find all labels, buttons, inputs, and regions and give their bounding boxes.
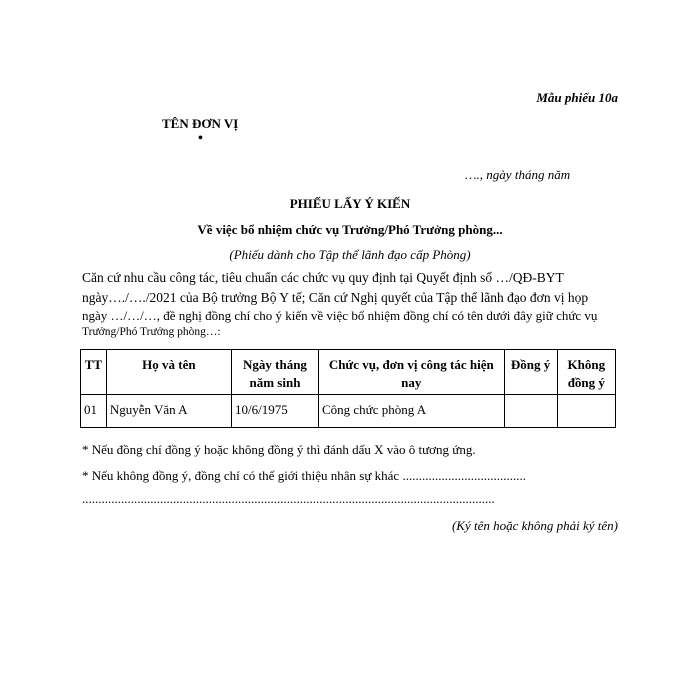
paragraph-line-1: Căn cứ nhu cầu công tác, tiêu chuẩn các chức vụ quy định tại Quyết định số …/QĐ-BYT [82, 270, 564, 285]
unit-bullet: • [198, 131, 203, 146]
cell-name: Nguyễn Văn A [106, 395, 231, 428]
fill-in-line: ............................................................................................................................... [82, 491, 495, 506]
header-tt: TT [81, 350, 107, 395]
date-line: …., ngày tháng năm [465, 167, 571, 182]
cell-tt: 01 [81, 395, 107, 428]
paragraph-line-2: ngày…./…./2021 của Bộ trưởng Bộ Y tế; Căn cứ Nghị quyết của Tập thể lãnh đạo đơn vị họp [82, 290, 589, 305]
cell-dob: 10/6/1975 [231, 395, 318, 428]
paragraph-line-3: ngày …/…/…, đề nghị đồng chí cho ý kiến về việc bổ nhiệm đồng chí có tên dưới đây giữ chức vụ [82, 308, 598, 323]
header-name: Họ và tên [106, 350, 231, 395]
signature-note: (Ký tên hoặc không phải ký tên) [451, 518, 618, 533]
form-code: Mẫu phiếu 10a [536, 90, 618, 105]
vote-table [80, 349, 616, 428]
cell-agree[interactable] [504, 395, 557, 428]
document-title: PHIẾU LẤY Ý KIẾN [289, 196, 411, 211]
cell-position: Công chức phòng A [318, 395, 504, 428]
table-row [81, 395, 616, 428]
header-disagree: Không đồng ý [557, 350, 615, 395]
unit-name: TÊN ĐƠN VỊ [162, 116, 239, 131]
table-header-row [81, 350, 616, 395]
cell-disagree[interactable] [557, 395, 615, 428]
header-agree: Đồng ý [504, 350, 557, 395]
instruction-line-2: * Nếu không đồng ý, đồng chí có thể giới thiệu nhân sự khác ...................................... [82, 468, 526, 483]
instruction-line-1: * Nếu đồng chí đồng ý hoặc không đồng ý thì đánh dấu X vào ô tương ứng. [82, 442, 476, 457]
paragraph-line-4: Trưởng/Phó Trưởng phòng…: [82, 326, 221, 338]
header-dob: Ngày tháng năm sinh [231, 350, 318, 395]
document-subtitle: Về việc bổ nhiệm chức vụ Trưởng/Phó Trưởng phòng... [197, 222, 503, 237]
audience-note: (Phiếu dành cho Tập thể lãnh đạo cấp Phòng) [229, 247, 471, 262]
header-position: Chức vụ, đơn vị công tác hiện nay [318, 350, 504, 395]
